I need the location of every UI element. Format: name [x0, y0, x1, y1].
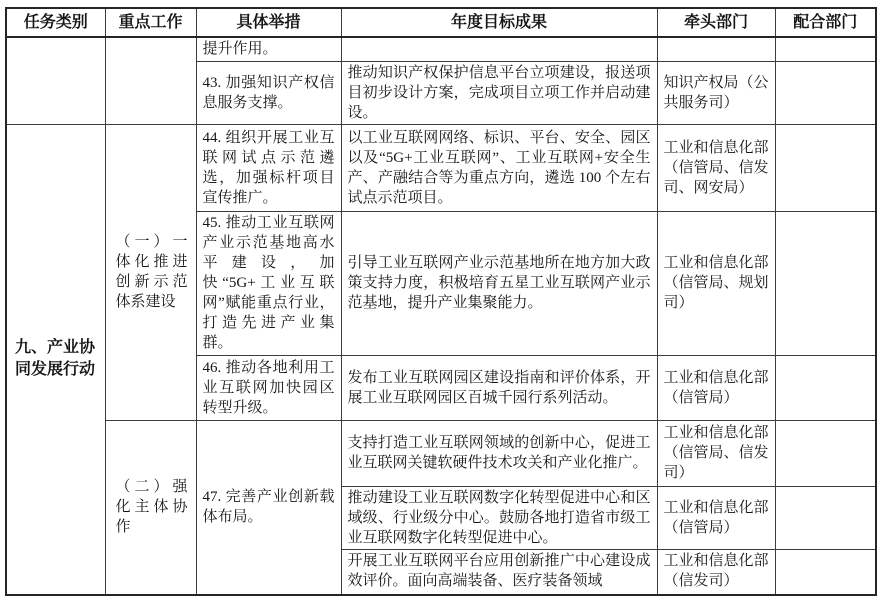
header-specific-measures: 具体举措	[196, 8, 341, 37]
cell-support-47c	[775, 549, 876, 595]
cell-result-47a: 支持打造工业互联网领域的创新中心，促进工业互联网关键软硬件技术攻关和产业化推广。	[341, 420, 657, 486]
cell-lead-47c: 工业和信息化部（信发司）	[657, 549, 775, 595]
cell-task-category-carryover	[6, 37, 105, 124]
cell-work-group-2: （二）强化主体协作	[105, 420, 196, 595]
cell-measure-44: 44. 组织开展工业互联网试点示范遴选，加强标杆项目宣传推广。	[196, 124, 341, 211]
table-header-row	[6, 8, 876, 37]
cell-support-45	[775, 211, 876, 355]
cell-lead-46: 工业和信息化部（信管局）	[657, 355, 775, 420]
cell-measure-carryover: 提升作用。	[196, 37, 341, 61]
cell-result-47c: 开展工业互联网平台应用创新推广中心建设成效评价。面向高端装备、医疗装备领域	[341, 549, 657, 595]
cell-lead-47a: 工业和信息化部（信管局、信发司）	[657, 420, 775, 486]
cell-support-47a	[775, 420, 876, 486]
cell-task-category-9: 九、产业协同发展行动	[6, 124, 105, 595]
table-row	[6, 37, 876, 61]
cell-measure-46: 46. 推动各地利用工业互联网加快园区转型升级。	[196, 355, 341, 420]
cell-support-43	[775, 61, 876, 124]
header-task-category: 任务类别	[6, 8, 105, 37]
cell-result-46: 发布工业互联网园区建设指南和评价体系，开展工业互联网园区百城千园行系列活动。	[341, 355, 657, 420]
header-lead-department: 牵头部门	[657, 8, 775, 37]
header-key-work: 重点工作	[105, 8, 196, 37]
cell-support-44	[775, 124, 876, 211]
cell-lead-carryover	[657, 37, 775, 61]
cell-result-45: 引导工业互联网产业示范基地所在地方加大政策支持力度，积极培育五星工业互联网产业示范基地，提升产业集聚能力。	[341, 211, 657, 355]
cell-work-group-1: （一）一体化推进创新示范体系建设	[105, 124, 196, 420]
table-row	[6, 420, 876, 486]
cell-support-46	[775, 355, 876, 420]
action-plan-table	[5, 7, 877, 596]
cell-lead-43: 知识产权局（公共服务司）	[657, 61, 775, 124]
cell-result-47b: 推动建设工业互联网数字化转型促进中心和区域级、行业级分中心。鼓励各地打造省市级工业互联网数字化转型促进中心。	[341, 486, 657, 549]
cell-lead-47b: 工业和信息化部（信管局）	[657, 486, 775, 549]
cell-lead-44: 工业和信息化部（信管局、信发司、网安局）	[657, 124, 775, 211]
cell-result-43: 推动知识产权保护信息平台立项建设，报送项目初步设计方案，完成项目立项工作并启动建设。	[341, 61, 657, 124]
cell-measure-45: 45. 推动工业互联网产业示范基地高水平建设，加快“5G+工业互联网”赋能重点行业，打造先进产业集群。	[196, 211, 341, 355]
header-annual-target-results: 年度目标成果	[341, 8, 657, 37]
cell-result-44: 以工业互联网网络、标识、平台、安全、园区以及“5G+工业互联网”、工业互联网+安全生产、产融结合等为重点方向，遴选 100 个左右试点示范项目。	[341, 124, 657, 211]
cell-key-work-carryover	[105, 37, 196, 124]
table-row	[6, 124, 876, 211]
cell-measure-47: 47. 完善产业创新载体布局。	[196, 420, 341, 595]
cell-result-carryover	[341, 37, 657, 61]
header-support-department: 配合部门	[775, 8, 876, 37]
cell-support-carryover	[775, 37, 876, 61]
cell-lead-45: 工业和信息化部（信管局、规划司）	[657, 211, 775, 355]
cell-measure-43: 43. 加强知识产权信息服务支撑。	[196, 61, 341, 124]
cell-support-47b	[775, 486, 876, 549]
